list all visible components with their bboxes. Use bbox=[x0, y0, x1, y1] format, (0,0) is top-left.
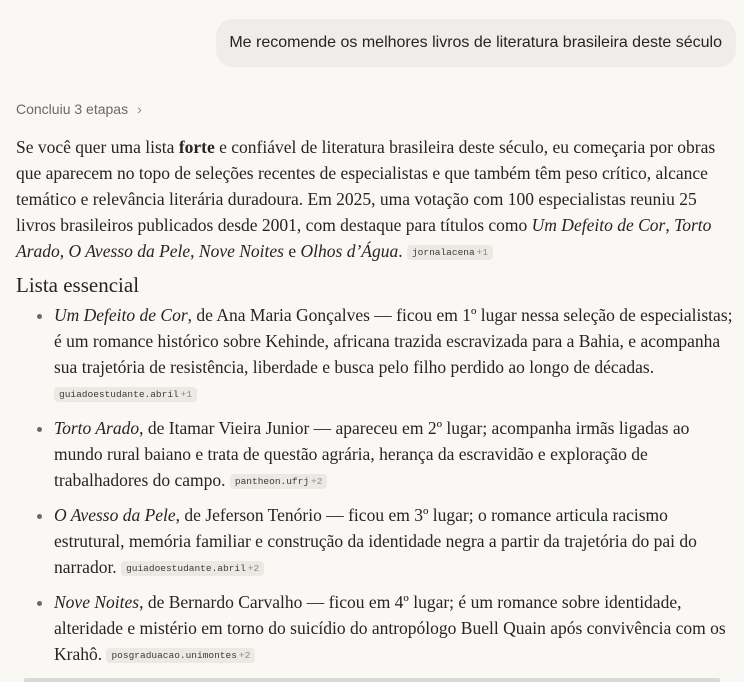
steps-label: Concluiu 3 etapas bbox=[16, 101, 129, 117]
list-heading: Lista essencial bbox=[16, 273, 140, 297]
user-message-text: Me recomende os melhores livros de literatura brasileira deste século bbox=[229, 34, 722, 51]
list-item bbox=[54, 502, 738, 580]
citation-chip[interactable] bbox=[106, 648, 255, 663]
separator: , bbox=[190, 241, 199, 261]
book-description: , de Jeferson Tenório — ficou em 3º lugar; o romance articula racismo estrutural, memória familiar e construção da identidade negra a partir da trajetória do pai do narrador. bbox=[54, 505, 697, 577]
book-title: Nove Noites bbox=[198, 241, 284, 261]
citation-count: +2 bbox=[238, 650, 251, 661]
book-title: Olhos d’Água bbox=[300, 241, 399, 261]
book-title: Um Defeito de Cor bbox=[531, 215, 666, 235]
list-item bbox=[54, 589, 738, 667]
citation-chip[interactable] bbox=[54, 387, 197, 402]
book-description: , de Itamar Vieira Junior — apareceu em 2º lugar; acompanha irmãs ligadas ao mundo rural baiano e trata de questão agrária, herança da escravidão e exploração de trabalhadores do campo. bbox=[54, 418, 690, 490]
book-description: , de Bernardo Carvalho — ficou em 4º lugar; é um romance sobre identidade, alteridade e mistério em torno do suicídio do antropólogo Buell Quain após convivência com os Krahô. bbox=[54, 592, 726, 664]
separator: , bbox=[59, 241, 69, 261]
steps-toggle[interactable] bbox=[16, 99, 142, 119]
citation-count: +1 bbox=[476, 247, 489, 258]
list-item bbox=[54, 302, 738, 406]
book-title: O Avesso da Pele bbox=[68, 241, 191, 261]
user-message-bubble bbox=[216, 19, 736, 67]
citation-count: +1 bbox=[180, 389, 193, 400]
composer-edge bbox=[24, 678, 720, 682]
intro-bold: forte bbox=[178, 137, 215, 157]
separator: e bbox=[283, 241, 301, 261]
book-title: Um Defeito de Cor bbox=[54, 305, 188, 325]
citation-source: guiadoestudante.abril bbox=[126, 563, 246, 574]
citation-count: +2 bbox=[247, 563, 260, 574]
citation-count: +2 bbox=[311, 476, 323, 487]
citation-source: guiadoestudante.abril bbox=[59, 389, 179, 400]
book-list bbox=[16, 302, 738, 667]
assistant-response bbox=[16, 134, 738, 676]
intro-paragraph bbox=[16, 134, 738, 264]
separator: . bbox=[398, 241, 403, 261]
book-title: O Avesso da Pele bbox=[54, 505, 176, 525]
book-title: Nove Noites bbox=[54, 592, 140, 612]
citation-chip[interactable] bbox=[230, 474, 328, 489]
list-item bbox=[54, 415, 738, 493]
intro-text: Se você quer uma lista bbox=[16, 137, 179, 157]
book-description: , de Ana Maria Gonçalves — ficou em 1º lugar nessa seleção de especialistas; é um romance histórico sobre Kehinde, africana trazida escravizada para a Bahia, e acompanha sua trajetória de resistência, liberdade e busca pelo filho perdido ao longo de décadas. bbox=[54, 305, 733, 377]
citation-chip[interactable] bbox=[121, 561, 264, 576]
citation-source: posgraduacao.unimontes bbox=[111, 650, 237, 661]
book-title: Torto Arado bbox=[16, 215, 712, 261]
intro-text: e confiável de literatura brasileira deste século, eu começaria por obras que aparecem no topo de seleções recentes de especialistas e que também têm peso crítico, alcance temático e relevância literária duradoura. Em 2025, uma votação com 100 especialistas reuniu 25 livros brasileiros publicados desde 2001, com destaque para títulos como bbox=[16, 137, 716, 235]
citation-chip[interactable] bbox=[407, 245, 493, 260]
citation-source: pantheon.ufrj bbox=[234, 476, 310, 487]
chevron-right-icon: › bbox=[137, 101, 142, 117]
citation-source: jornalacena bbox=[411, 247, 475, 258]
separator: , bbox=[665, 215, 675, 235]
book-title: Torto Arado bbox=[54, 418, 140, 438]
